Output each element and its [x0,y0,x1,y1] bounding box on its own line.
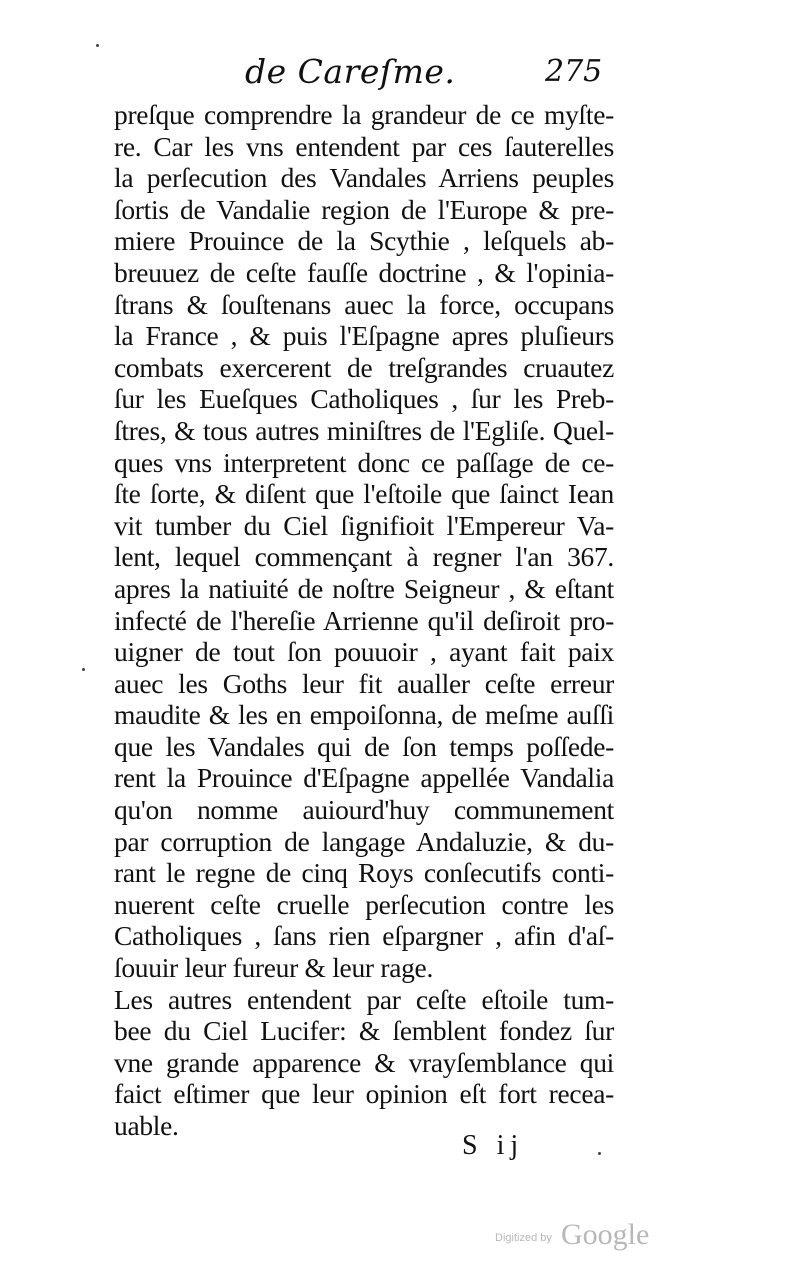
text-line: apres la natiuité de noſtre Seigneur , & eſtant [114,572,614,604]
text-line: qu'on nomme auiourd'huy communement [114,794,614,826]
text-line: infecté de l'hereſie Arrienne qu'il deſiroit pro- [114,604,614,636]
text-line: Les autres entendent par ceſte eſtoile tum- [114,983,614,1015]
text-line: la perſecution des Vandales Arriens peuples [114,162,614,194]
digitized-watermark [495,1218,665,1258]
page-number: 275 [545,54,603,89]
text-line: que les Vandales qui de ſon temps poſſede- [114,730,614,762]
text-line: lent, lequel commençant à regner l'an 367. [114,541,614,573]
text-line: nuerent ceſte cruelle perſecution contre les [114,888,614,920]
text-line: preſque comprendre la grandeur de ce myſte- [114,99,614,130]
text-line: vit tumber du Ciel ſignifioit l'Empereur Va- [114,509,614,541]
text-line: Catholiques , ſans rien eſpargner , afin d'aſ- [114,920,614,952]
signature-mark: S ij [462,1130,525,1161]
text-line: faict eſtimer que leur opinion eſt fort recea- [114,1078,614,1110]
text-line: vne grande apparence & vrayſemblance qui [114,1046,614,1078]
text-line: re. Car les vns entendent par ces ſauterelles [114,130,614,162]
text-line: la France , & puis l'Eſpagne apres pluſieurs [114,320,614,352]
text-line: ſtres, & tous autres miniſtres de l'Egliſe. Quel- [114,414,614,446]
text-line: auec les Goths leur fit aualler ceſte erreur [114,667,614,699]
watermark-brand: Google [561,1218,650,1251]
text-line: rent la Prouince d'Eſpagne appellée Vandalia [114,762,614,794]
text-line: ques vns interpretent donc ce paſſage de ce- [114,446,614,478]
text-line: combats exercerent de treſgrandes cruautez [114,351,614,383]
running-head [245,52,665,100]
text-line: uigner de tout ſon pouuoir , ayant fait paix [114,636,614,668]
watermark-prefix: Digitized by [495,1232,552,1244]
text-line: breuuez de ceſte fauſſe doctrine , & l'opinia- [114,256,614,288]
text-line: miere Prouince de la Scythie , leſquels ab- [114,225,614,257]
text-line: par corruption de langage Andaluzie, & du- [114,825,614,857]
ink-speck [96,44,99,47]
text-line: bee du Ciel Lucifer: & ſemblent fondez ſur [114,1015,614,1047]
text-line: ſouuir leur fureur & leur rage. [114,952,434,984]
text-line: uable. [114,1110,179,1141]
text-line: maudite & les en empoiſonna, de meſme auſſi [114,699,614,731]
text-line: ſur les Eueſques Catholiques , ſur les Preb- [114,383,614,415]
text-line: ſortis de Vandalie region de l'Europe & pre- [114,193,614,225]
text-line: ſte ſorte, & diſent que l'eſtoile que ſainct Iean [114,478,614,510]
ink-speck [598,1152,601,1155]
ink-speck [82,668,85,671]
body-text [114,99,614,1142]
running-title: de Careſme. [245,52,456,91]
text-line: ſtrans & ſouſtenans auec la force, occupans [114,288,614,320]
text-line: rant le regne de cinq Roys conſecutifs conti- [114,857,614,889]
